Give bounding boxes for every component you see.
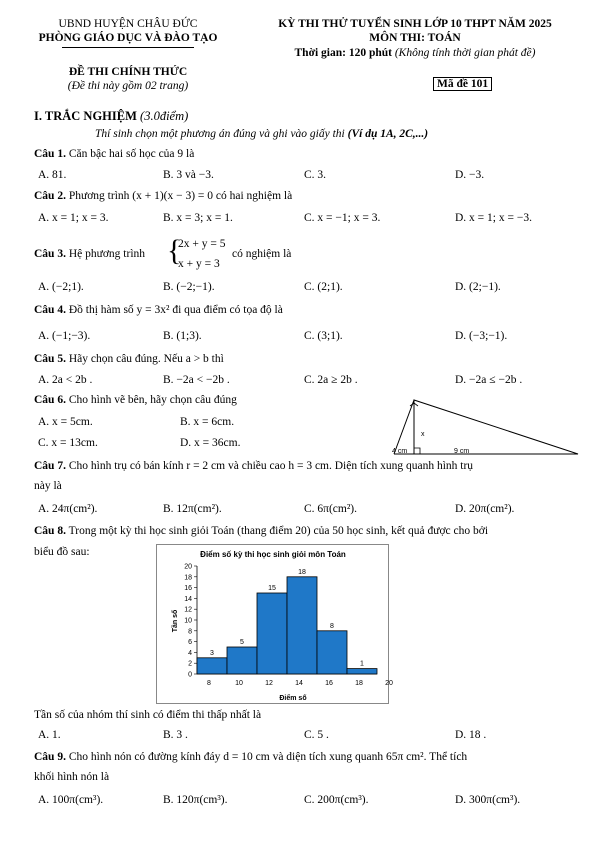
q7-option-a: A. 24π(cm²). bbox=[38, 503, 98, 515]
question-7 bbox=[34, 460, 473, 472]
x-tick-label: 8 bbox=[207, 680, 211, 687]
q-text: Phương trình (x + 1)(x − 3) = 0 có hai nghiệm là bbox=[68, 190, 293, 202]
x-label: x bbox=[421, 431, 425, 438]
left-length-label: 4 cm bbox=[392, 448, 408, 455]
section-points: (3.0điểm) bbox=[140, 109, 189, 123]
q2-option-c: C. x = −1; x = 3. bbox=[304, 212, 381, 224]
q5-option-a: A. 2a < 2b . bbox=[38, 374, 93, 386]
org-name-2: PHÒNG GIÁO DỤC VÀ ĐÀO TẠO bbox=[38, 32, 218, 44]
q4-option-c: C. (3;1). bbox=[304, 330, 343, 342]
instruction-example: (Ví dụ 1A, 2C,...) bbox=[347, 128, 429, 140]
question-9-cont: khối hình nón là bbox=[34, 771, 110, 783]
question-1 bbox=[34, 148, 194, 160]
histogram-bar bbox=[257, 593, 287, 674]
x-tick-label: 18 bbox=[355, 680, 363, 687]
histogram-chart bbox=[156, 544, 393, 704]
q3-option-a: A. (−2;1). bbox=[38, 281, 84, 293]
question-8 bbox=[34, 525, 488, 537]
y-tick-label: 16 bbox=[184, 585, 192, 593]
system-eq1: 2x + y = 5 bbox=[178, 238, 226, 250]
question-8-cont: biểu đồ sau: bbox=[34, 546, 90, 558]
system-brace: { bbox=[167, 234, 182, 267]
q-num: Câu 5. bbox=[34, 353, 66, 365]
q-num: Câu 7. bbox=[34, 460, 66, 472]
q1-option-a: A. 81. bbox=[38, 169, 67, 181]
q9-option-d: D. 300π(cm³). bbox=[455, 794, 521, 806]
y-tick-label: 0 bbox=[188, 671, 192, 679]
question-7-cont: này là bbox=[34, 480, 62, 492]
subject-title: MÔN THI: TOÁN bbox=[369, 32, 461, 44]
q-text: Cho hình vẽ bên, hãy chọn câu đúng bbox=[68, 394, 237, 406]
bar-value-label: 18 bbox=[298, 568, 306, 576]
q5-option-b: B. −2a < −2b . bbox=[163, 374, 230, 386]
triangle-outline bbox=[414, 400, 578, 454]
q9-option-a: A. 100π(cm³). bbox=[38, 794, 104, 806]
x-tick-label: 10 bbox=[235, 680, 243, 687]
q2-option-a: A. x = 1; x = 3. bbox=[38, 212, 109, 224]
bar-value-label: 3 bbox=[210, 649, 214, 657]
y-tick-label: 2 bbox=[188, 660, 192, 668]
time-line bbox=[245, 47, 585, 59]
exam-title: KỲ THI THỬ TUYỂN SINH LỚP 10 THPT NĂM 2025 bbox=[278, 18, 552, 30]
q6-option-b: B. x = 6cm. bbox=[180, 416, 235, 428]
q-text: Cho hình nón có đường kính đáy d = 10 cm và diện tích xung quanh 65π cm². Thể tích bbox=[68, 751, 468, 763]
q6-option-d: D. x = 36cm. bbox=[180, 437, 241, 449]
chart-xlabel: Điểm số bbox=[279, 695, 307, 702]
y-tick-label: 12 bbox=[184, 606, 192, 614]
q-num: Câu 3. bbox=[34, 248, 66, 260]
y-tick-label: 6 bbox=[188, 639, 192, 647]
q4-option-d: D. (−3;−1). bbox=[455, 330, 508, 342]
chart-title: Điểm số kỳ thi học sinh giỏi môn Toán bbox=[200, 550, 346, 559]
exam-code: Mã đề 101 bbox=[433, 77, 492, 91]
instruction-text: Thí sinh chọn một phương án đúng và ghi vào giấy thi bbox=[95, 128, 345, 140]
histogram-bar bbox=[227, 647, 257, 674]
q3-option-d: D. (2;−1). bbox=[455, 281, 501, 293]
question-8-prompt: Tần số của nhóm thí sinh có điểm thi thấp nhất là bbox=[34, 709, 262, 721]
header-divider bbox=[62, 47, 194, 48]
section-title: I. TRẮC NGHIỆM bbox=[34, 109, 137, 123]
right-length-label: 9 cm bbox=[454, 448, 470, 455]
q7-option-b: B. 12π(cm²). bbox=[163, 503, 222, 515]
bar-value-label: 8 bbox=[330, 622, 334, 630]
y-tick-label: 10 bbox=[184, 617, 192, 625]
q-text: Cho hình trụ có bán kính r = 2 cm và chiều cao h = 3 cm. Diện tích xung quanh hình trụ bbox=[68, 460, 474, 472]
q4-option-b: B. (1;3). bbox=[163, 330, 202, 342]
histogram-bar bbox=[197, 658, 227, 674]
q-num: Câu 1. bbox=[34, 148, 66, 160]
q5-option-c: C. 2a ≥ 2b . bbox=[304, 374, 358, 386]
x-tick-label: 20 bbox=[385, 680, 393, 687]
q3-tail: có nghiệm là bbox=[232, 248, 292, 260]
q8-option-c: C. 5 . bbox=[304, 729, 329, 741]
pages-note: (Đề thi này gồm 02 trang) bbox=[67, 80, 189, 92]
q-num: Câu 8. bbox=[34, 525, 66, 537]
q3-option-c: C. (2;1). bbox=[304, 281, 343, 293]
q4-option-a: A. (−1;−3). bbox=[38, 330, 91, 342]
y-tick-label: 20 bbox=[184, 563, 192, 571]
y-tick-label: 14 bbox=[184, 595, 192, 603]
x-tick-label: 16 bbox=[325, 680, 333, 687]
q1-option-b: B. 3 và −3. bbox=[163, 169, 214, 181]
q-text: Hệ phương trình bbox=[68, 248, 146, 260]
question-2 bbox=[34, 190, 292, 202]
q1-option-c: C. 3. bbox=[304, 169, 327, 181]
x-tick-label: 14 bbox=[295, 680, 303, 687]
q7-option-c: C. 6π(cm²). bbox=[304, 503, 358, 515]
q6-option-c: C. x = 13cm. bbox=[38, 437, 98, 449]
q8-option-a: A. 1. bbox=[38, 729, 61, 741]
histogram-bar bbox=[287, 577, 317, 674]
org-name-1: UBND HUYỆN CHÂU ĐỨC bbox=[58, 18, 198, 30]
section-heading bbox=[34, 109, 188, 124]
q2-option-d: D. x = 1; x = −3. bbox=[455, 212, 532, 224]
time-label: Thời gian: 120 phút bbox=[294, 47, 392, 59]
q8-option-b: B. 3 . bbox=[163, 729, 188, 741]
q8-option-d: D. 18 . bbox=[455, 729, 487, 741]
q-num: Câu 9. bbox=[34, 751, 66, 763]
official-label: ĐỀ THI CHÍNH THỨC bbox=[68, 66, 188, 78]
bar-value-label: 5 bbox=[240, 639, 244, 646]
q3-option-b: B. (−2;−1). bbox=[163, 281, 215, 293]
question-4 bbox=[34, 304, 283, 316]
question-3 bbox=[34, 248, 145, 260]
bar-value-label: 1 bbox=[360, 660, 364, 668]
question-5 bbox=[34, 353, 224, 365]
triangle-left-side bbox=[394, 400, 414, 454]
q-text: Căn bậc hai số học của 9 là bbox=[68, 148, 195, 160]
x-tick-label: 12 bbox=[265, 680, 273, 687]
q9-option-c: C. 200π(cm³). bbox=[304, 794, 369, 806]
y-tick-label: 8 bbox=[188, 628, 192, 636]
question-6 bbox=[34, 394, 237, 406]
q5-option-d: D. −2a ≤ −2b . bbox=[455, 374, 523, 386]
q-num: Câu 2. bbox=[34, 190, 66, 202]
histogram-bar bbox=[317, 631, 347, 674]
time-note: (Không tính thời gian phát đề) bbox=[394, 47, 536, 59]
q-num: Câu 4. bbox=[34, 304, 66, 316]
q1-option-d: D. −3. bbox=[455, 169, 485, 181]
section-instruction bbox=[95, 128, 428, 140]
bar-value-label: 15 bbox=[268, 585, 276, 592]
histogram-bar bbox=[347, 669, 377, 674]
q-text: Đồ thị hàm số y = 3x² đi qua điểm có tọa độ là bbox=[68, 304, 283, 316]
question-9 bbox=[34, 751, 467, 763]
q6-option-a: A. x = 5cm. bbox=[38, 416, 93, 428]
y-tick-label: 4 bbox=[188, 649, 192, 657]
q2-option-b: B. x = 3; x = 1. bbox=[163, 212, 233, 224]
right-angle-mark bbox=[414, 448, 420, 454]
chart-ylabel: Tần số bbox=[172, 609, 179, 633]
q9-option-b: B. 120π(cm³). bbox=[163, 794, 228, 806]
q-text: Hãy chọn câu đúng. Nếu a > b thì bbox=[68, 353, 224, 365]
q7-option-d: D. 20π(cm²). bbox=[455, 503, 515, 515]
q-num: Câu 6. bbox=[34, 394, 66, 406]
triangle-figure bbox=[388, 392, 588, 462]
q-text: Trong một kỳ thi học sinh giỏi Toán (thang điểm 20) của 50 học sinh, kết quả được cho bởi bbox=[68, 525, 489, 537]
y-tick-label: 18 bbox=[184, 574, 192, 582]
system-eq2: x + y = 3 bbox=[178, 258, 220, 270]
chart-plot-area bbox=[184, 564, 393, 688]
